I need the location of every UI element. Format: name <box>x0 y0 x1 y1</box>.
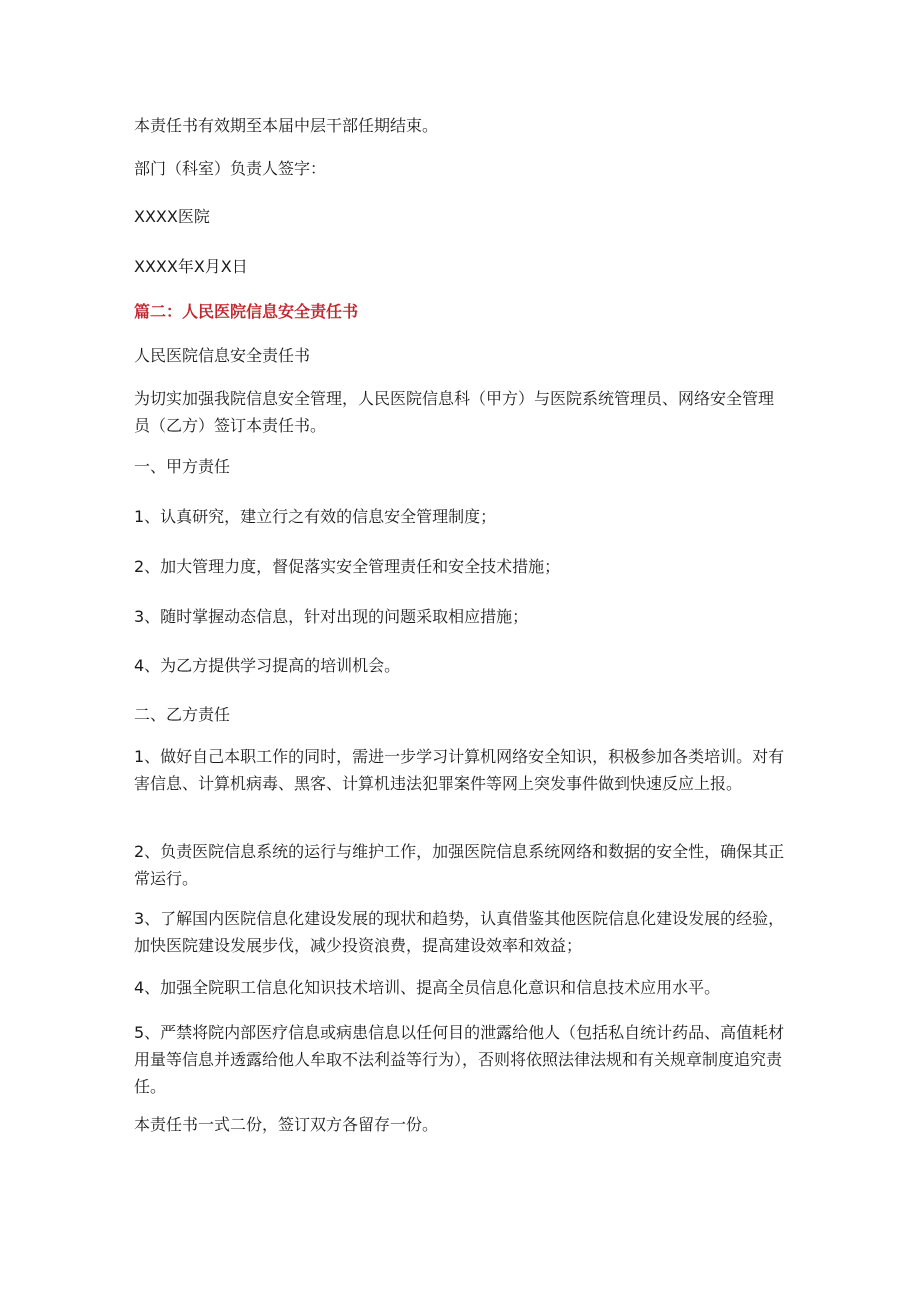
section-heading: 篇二：人民医院信息安全责任书 <box>134 302 359 321</box>
validity-statement: 本责任书有效期至本届中层干部任期结束。 <box>134 116 439 135</box>
intro-paragraph: 为切实加强我院信息安全管理，人民医院信息科（甲方）与医院系统管理员、网络安全管理员（乙方）签订本责任书。 <box>134 389 775 435</box>
date-line: XXXX年X月X日 <box>134 257 248 276</box>
party-a-item-1: 1、认真研究，建立行之有效的信息安全管理制度； <box>134 507 497 526</box>
party-a-item-4: 4、为乙方提供学习提高的培训机会。 <box>134 656 401 675</box>
hospital-name: XXXX医院 <box>134 207 210 226</box>
document-title: 人民医院信息安全责任书 <box>134 346 311 365</box>
closing-statement: 本责任书一式二份，签订双方各留存一份。 <box>134 1115 439 1134</box>
party-a-item-3: 3、随时掌握动态信息，针对出现的问题采取相应措施； <box>134 607 529 626</box>
party-b-item-3: 3、了解国内医院信息化建设发展的现状和趋势，认真借鉴其他医院信息化建设发展的经验，加快医院建设发展步伐，减少投资浪费，提高建设效率和效益； <box>134 909 785 955</box>
party-b-item-4: 4、加强全院职工信息化知识技术培训、提高全员信息化意识和信息技术应用水平。 <box>134 978 721 997</box>
signature-line: 部门（科室）负责人签字： <box>134 159 327 178</box>
party-b-item-5: 5、严禁将院内部医疗信息或病患信息以任何目的泄露给他人（包括私自统计药品、高值耗材用量等信息并透露给他人牟取不法利益等行为），否则将依照法律法规和有关规章制度追究责任。 <box>134 1023 785 1096</box>
party-b-item-1: 1、做好自己本职工作的同时，需进一步学习计算机网络安全知识，积极参加各类培训。对有害信息、计算机病毒、黑客、计算机违法犯罪案件等网上突发事件做到快速反应上报。 <box>134 747 785 793</box>
party-b-title: 二、乙方责任 <box>134 705 231 724</box>
party-a-item-2: 2、加大管理力度，督促落实安全管理责任和安全技术措施； <box>134 557 561 576</box>
party-b-item-2: 2、负责医院信息系统的运行与维护工作，加强医院信息系统网络和数据的安全性，确保其正常运行。 <box>134 842 785 888</box>
party-a-title: 一、甲方责任 <box>134 457 231 476</box>
